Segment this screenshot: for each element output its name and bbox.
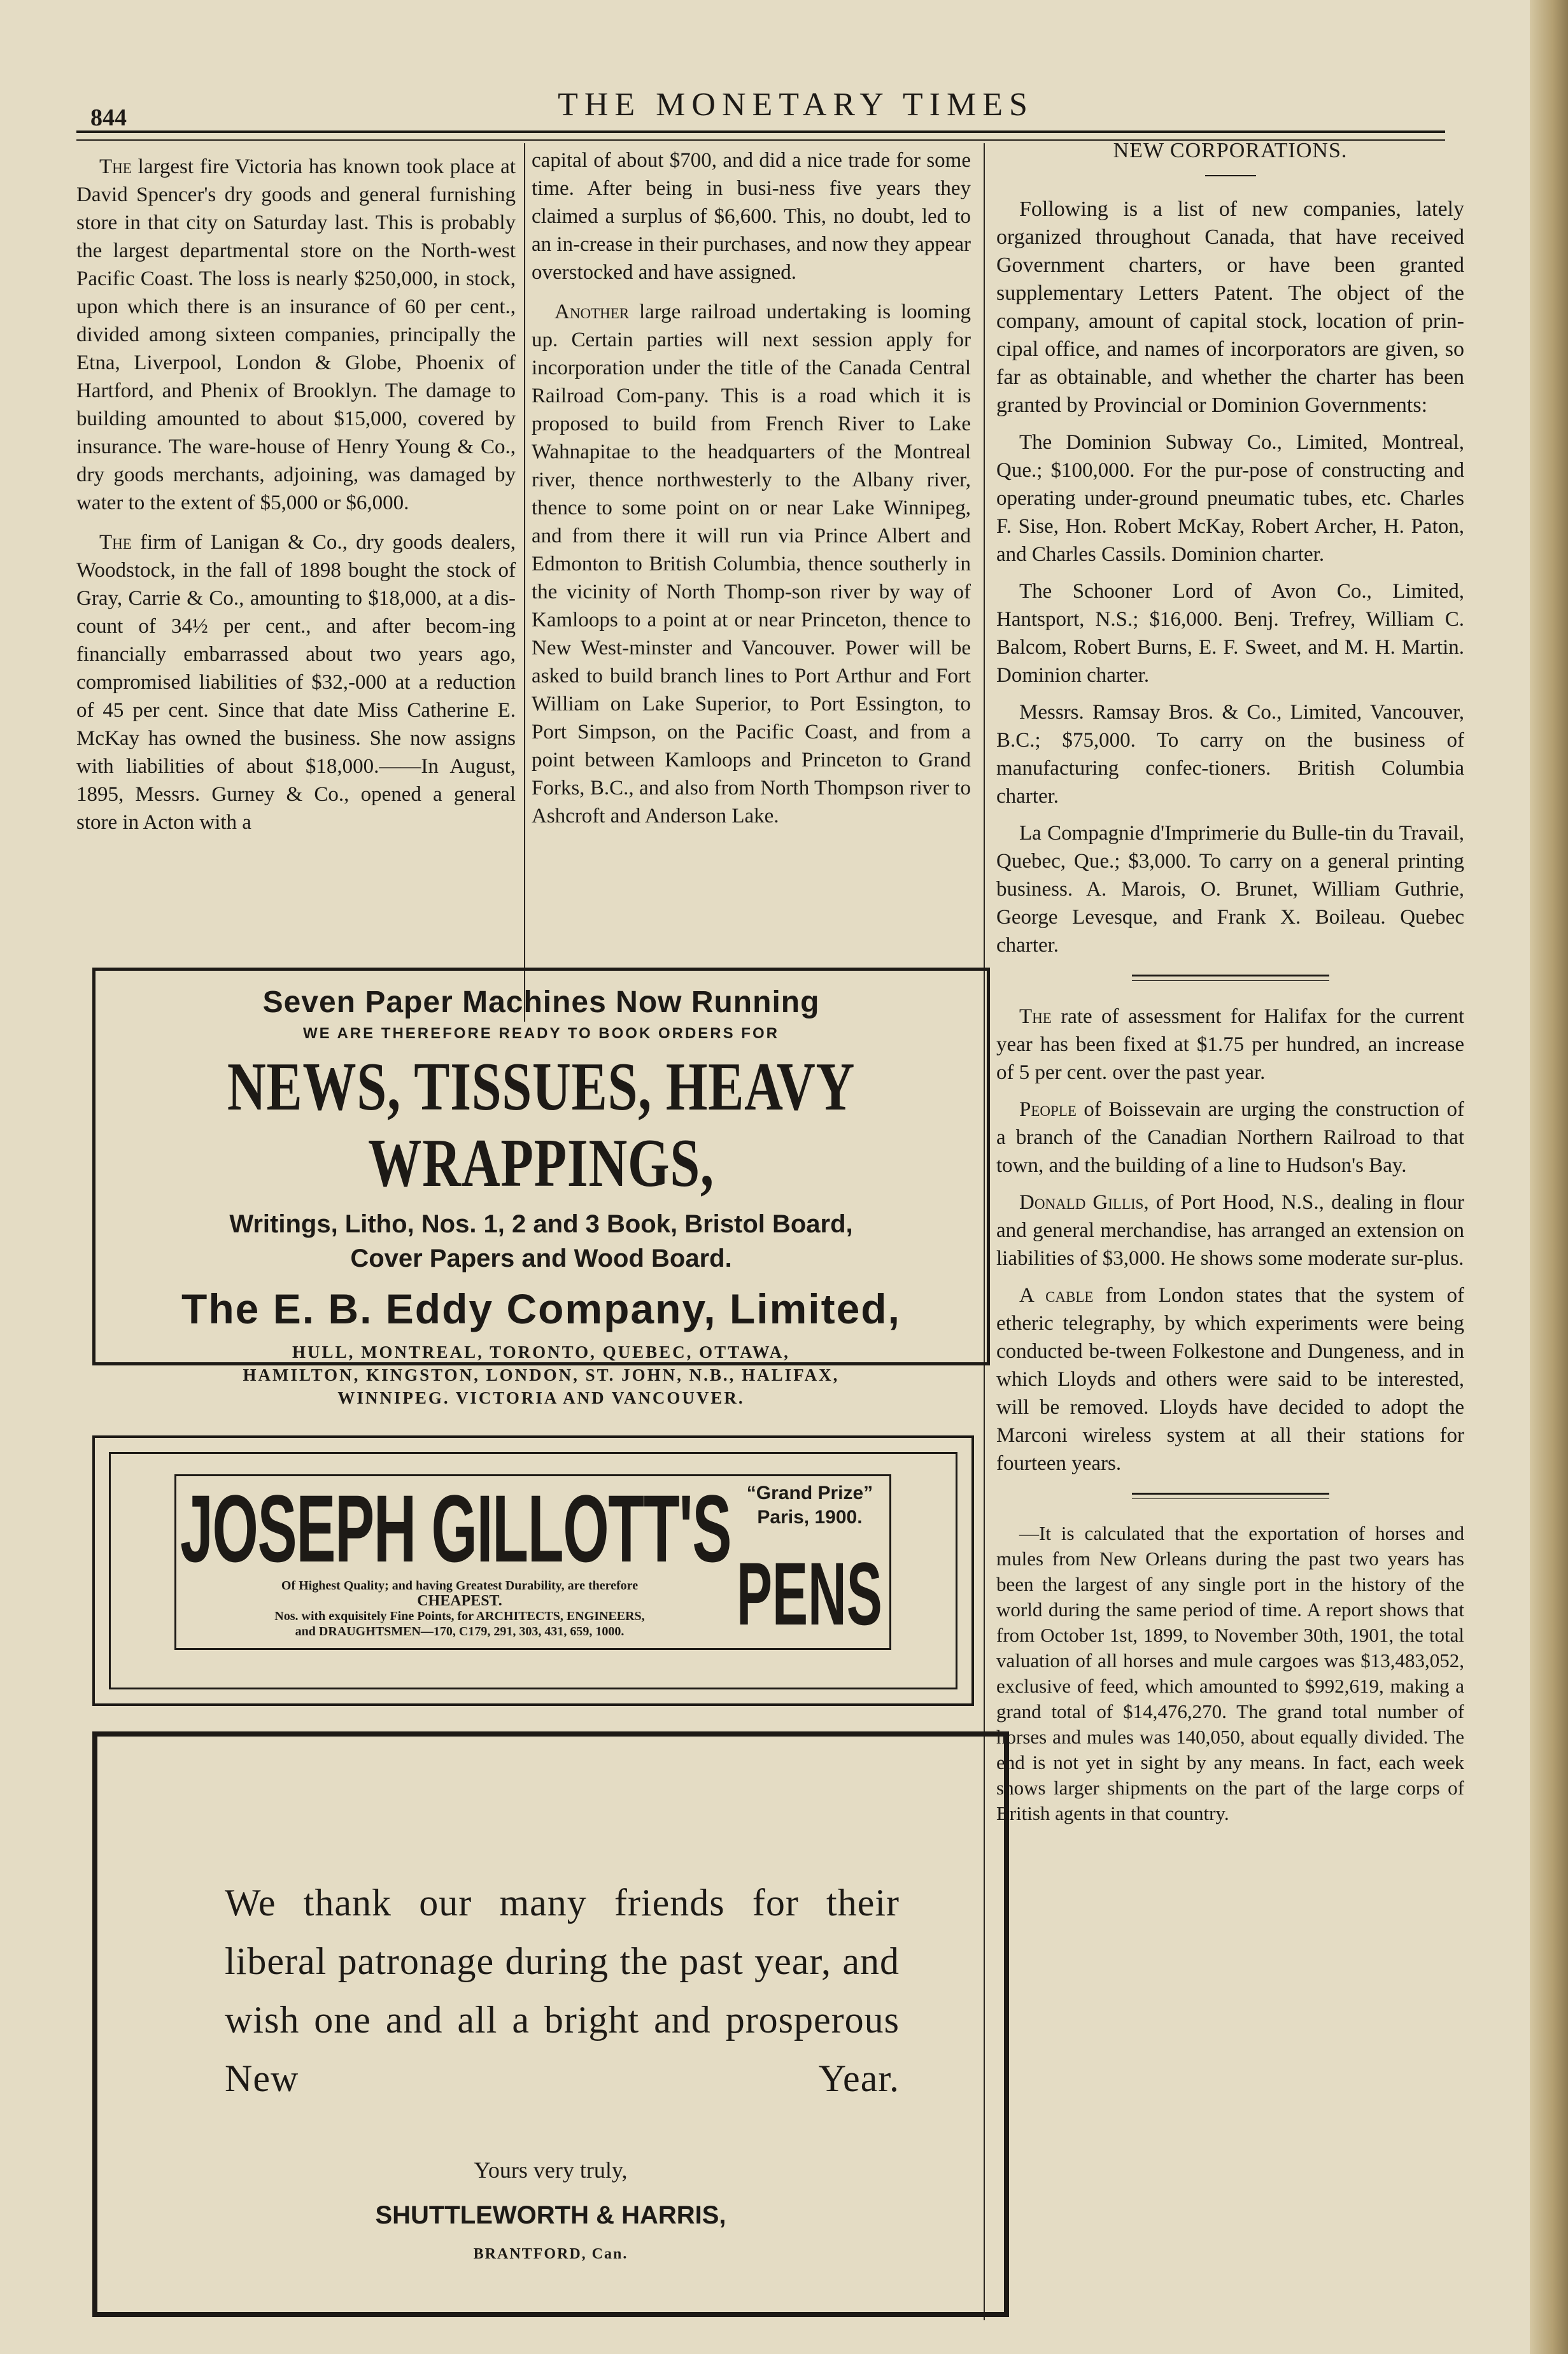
lead-word: Donald Gillis, (1019, 1191, 1149, 1214)
lead-word: The (99, 155, 132, 178)
ad-products-line: Writings, Litho, Nos. 1, 2 and 3 Book, Bristol Board, (229, 1210, 853, 1238)
masthead-title: THE MONETARY TIMES (558, 87, 1034, 123)
corporation-entry: The Dominion Subway Co., Limited, Montreal, Que.; $100,000. For the pur-pose of constructing and operating under-ground pneumatic tubes, etc. Charles F. Sise, Hon. Robert McKay, Robert Archer, H. Paton, and Charles Cassils. Dominion charter. (996, 431, 1464, 566)
ad-fine-print-line: Nos. with exquisitely Fine Points, for ARCHITECTS, ENGINEERS, (274, 1609, 645, 1623)
ad-products: NEWS, TISSUES, HEAVY WRAPPINGS, (227, 1049, 856, 1201)
lead-word: A cable (1019, 1284, 1094, 1307)
lead-word: The (99, 531, 132, 554)
article-lanigan (76, 528, 516, 836)
shuttleworth-advertisement (92, 1731, 1009, 2317)
ad-award: “Grand Prize” Paris, 1900. (746, 1483, 873, 1528)
ad-subheadline: WE ARE THEREFORE READY TO BOOK ORDERS FOR (303, 1025, 779, 1042)
page-number: 844 (90, 104, 127, 131)
book-spine-shadow (1530, 0, 1568, 2354)
lead-word: People (1019, 1098, 1077, 1121)
page-header (76, 73, 1458, 130)
section-title: NEW CORPORATIONS. (1113, 139, 1348, 162)
column-3 (996, 137, 1464, 1835)
article-text: largest fire Victoria has known took place at David Spencer's dry goods and general furnishing store in that city on Saturday last. This is probably the largest departmental store on the North-west Pacific Coast. The loss is nearly $250,000, in stock, upon which there is an insurance of 60 per cent., divided among sixteen companies, principally the Etna, Liverpool, London & Globe, Phoenix of Hartford, and Phenix of Brooklyn. The damage to building amounted to about $15,000, covered by insurance. The ware-house of Henry Young & Co., dry goods merchants, adjoining, was damaged by water to the extent of $5,000 or $6,000. (76, 155, 516, 514)
corporations-intro: Following is a list of new companies, lately organized throughout Canada, that have received Government charters, or have been granted supplementary Letters Patent. The object of the company, amount of capital stock, location of prin-cipal office, and names of incorporators are given, so far as obtainable, and whether the charter has been granted by Provincial or Dominion Governments: (996, 197, 1464, 417)
column-1 (76, 153, 516, 848)
title-rule (1205, 175, 1256, 176)
ad-locations-line: HULL, MONTREAL, TORONTO, QUEBEC, OTTAWA, (292, 1343, 790, 1362)
section-rule (1132, 1493, 1329, 1499)
ad-fine-print (189, 1578, 730, 1639)
ad-inner-frame (174, 1474, 891, 1650)
lead-word: The (1019, 1005, 1052, 1028)
ad-fine-print-line: Of Highest Quality; and having Greatest Durability, are therefore (281, 1579, 639, 1593)
article-victoria-fire (76, 153, 516, 517)
ad-location: BRANTFORD, Can. (473, 2246, 628, 2262)
article-railroad (532, 298, 971, 830)
gillott-advertisement (92, 1435, 974, 1706)
ad-products-detail (95, 1207, 987, 1276)
corporation-entry: The Schooner Lord of Avon Co., Limited, Hantsport, N.S.; $16,000. Benj. Trefrey, William C. Balcom, Robert Burns, E. F. Sweet, and M. H. Martin. Dominion charter. (996, 580, 1464, 687)
ad-frame (109, 1452, 957, 1689)
article-text: firm of Lanigan & Co., dry goods dealers, Woodstock, in the fall of 1898 bought the stock of Gray, Carrie & Co., amounting to $18,000, at a dis-count of 34½ per cent., and after becom-ing financially embarrassed about two years ago, compromised liabilities of $32,-000 at a reduction of 45 per cent. Since that date Miss Catherine E. McKay has owned the business. She now assigns with liabilities of about $18,000.——In August, 1895, Messrs. Gurney & Co., opened a general store in Acton with a (76, 531, 516, 834)
ad-greeting: We thank our many friends for their liberal patronage during the past year, and wish one and all a bright and prosperous New Year. (225, 1882, 900, 2099)
article-text: large railroad undertaking is looming up. Certain parties will next session apply for incorporation under the title of the Canada Central Railroad Com-pany. This is a road which it is proposed to build from French River to Lake Wahnapitae to the headquarters of the Montreal river, thence northwesterly to the Albany river, thence to some point on or near Lake Winnipeg, and from there it will run via Prince Albert and Edmonton to British Columbia, thence southerly in the vicinity of North Thomp-son river by way of Kamloops to a point at or near Princeton, thence to New West-minster and Vancouver. Power will be asked to build branch lines to Port Arthur and Fort William on Lake Superior, to Port Essington, to Port Simpson, on the Pacific Coast, and from a point between Kamloops and Princeton to Grand Forks, B.C., and also from North Thompson river to Ashcroft and Anderson Lake. (532, 300, 971, 828)
column-2 (532, 146, 971, 842)
ad-locations (95, 1341, 987, 1409)
article-gurney-continued: capital of about $700, and did a nice trade for some time. After being in busi-ness five years they claimed a surplus of $6,600. This, no doubt, led to an in-crease in their purchases, and now they appear overstocked and have assigned. (532, 149, 971, 284)
section-rule (1132, 975, 1329, 981)
ad-locations-line: HAMILTON, KINGSTON, LONDON, ST. JOHN, N.B., HALIFAX, (243, 1365, 840, 1385)
news-halifax (996, 1003, 1464, 1087)
ad-fine-print-line: CHEAPEST. (417, 1593, 502, 1609)
ad-products-line: Cover Papers and Wood Board. (350, 1244, 732, 1272)
corporation-entry: Messrs. Ramsay Bros. & Co., Limited, Vancouver, B.C.; $75,000. To carry on the business of manufacturing confec-tioners. British Columbia charter. (996, 701, 1464, 808)
ad-fine-print-line: and DRAUGHTSMEN—170, C179, 291, 303, 431, 659, 1000. (295, 1625, 625, 1639)
eddy-advertisement (92, 968, 990, 1407)
news-horses-mules: —It is calculated that the exportation of horses and mules from New Orleans during the past two years has been the largest of any single port in the history of the world during the same period of time. A report shows that from October 1st, 1899, to November 30th, 1901, the total valuation of all horses and mule cargoes was $13,483,052, exclusive of feed, which amounted to $992,619, making a grand total of $14,476,270. The grand total number of horses and mules was 140,050, about equally divided. The end is not yet in sight by any means. In fact, each week shows larger shipments on the part of the large corps of British agents in that country. (996, 1522, 1464, 1824)
ad-brand-name: JOSEPH GILLOTT'S (180, 1475, 731, 1582)
lead-word: Another (554, 300, 630, 323)
ad-product: PENS (737, 1544, 882, 1644)
column-divider (524, 143, 525, 1022)
news-cable (996, 1281, 1464, 1477)
news-text: rate of assessment for Halifax for the current year has been fixed at $1.75 per hundred, an increase of 5 per cent. over the past year. (996, 1005, 1464, 1084)
news-boissevain (996, 1096, 1464, 1180)
news-text: of Boissevain are urging the construction of a branch of the Canadian Northern Railroad to that town, and the building of a line to Hudson's Bay. (996, 1098, 1464, 1177)
ad-locations-line: WINNIPEG. VICTORIA AND VANCOUVER. (337, 1388, 745, 1407)
news-text: of Port Hood, N.S., dealing in flour and general merchandise, has arranged an extension on liabilities of $3,000. He shows some moderate sur-plus. (996, 1191, 1465, 1270)
news-gillis (996, 1188, 1464, 1272)
ad-headline: Seven Paper Machines Now Running (262, 985, 820, 1019)
corporation-entry: La Compagnie d'Imprimerie du Bulle-tin du Travail, Quebec, Que.; $3,000. To carry on a general printing business. A. Marois, O. Brunet, William Guthrie, George Levesque, and Frank X. Boileau. Quebec charter. (996, 822, 1464, 957)
news-text: from London states that the system of etheric telegraphy, by which experiments were being conducted be-tween Folkestone and Dungeness, and in which Lloyds and others were said to be interested, will be removed. Lloyds have decided to adopt the Marconi wireless system at all their stations for fourteen years. (996, 1284, 1465, 1475)
ad-company-name: SHUTTLEWORTH & HARRIS, (375, 2201, 726, 2229)
ad-closing: Yours very truly, (474, 2157, 628, 2183)
newspaper-page (76, 60, 1471, 2327)
ad-company-name: The E. B. Eddy Company, Limited, (181, 1285, 901, 1332)
